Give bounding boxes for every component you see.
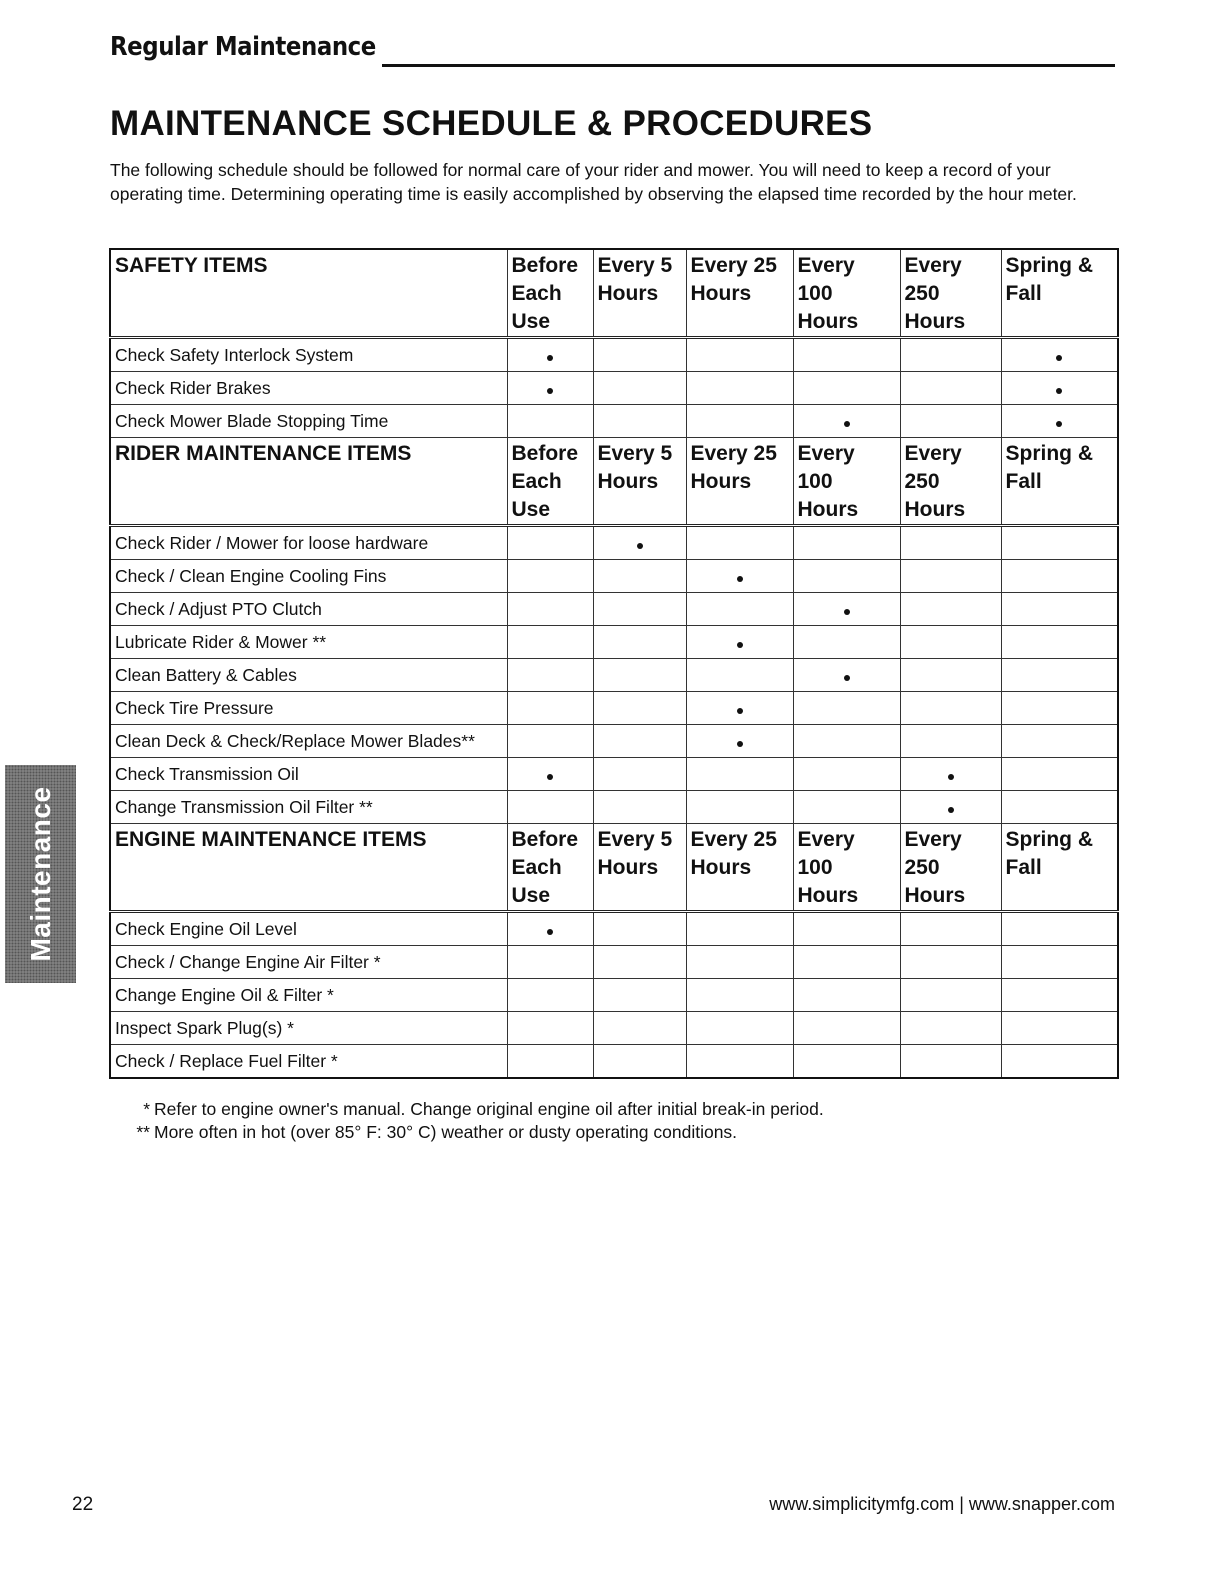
schedule-cell xyxy=(593,560,686,593)
row-label: Clean Deck & Check/Replace Mower Blades** xyxy=(110,725,507,758)
schedule-cell xyxy=(900,338,1001,372)
table-row xyxy=(110,791,1118,824)
footnote xyxy=(130,1121,824,1144)
schedule-cell xyxy=(507,725,593,758)
table-row xyxy=(110,405,1118,438)
schedule-cell xyxy=(593,1012,686,1045)
schedule-cell xyxy=(686,560,793,593)
schedule-cell xyxy=(507,560,593,593)
column-header: Every 25 Hours xyxy=(686,249,793,338)
table-row xyxy=(110,372,1118,405)
table-row xyxy=(110,560,1118,593)
schedule-cell xyxy=(1001,372,1118,405)
schedule-cell xyxy=(593,725,686,758)
row-label: Check / Change Engine Air Filter * xyxy=(110,946,507,979)
column-header: Every 100 Hours xyxy=(793,249,900,338)
schedule-cell xyxy=(1001,912,1118,946)
column-header: Every 100 Hours xyxy=(793,438,900,526)
table-row xyxy=(110,692,1118,725)
schedule-cell xyxy=(593,372,686,405)
table-row xyxy=(110,1012,1118,1045)
bullet-icon xyxy=(547,929,553,935)
schedule-cell xyxy=(686,946,793,979)
footnote-text: Refer to engine owner's manual. Change original engine oil after initial break-in period. xyxy=(154,1099,824,1119)
row-label: Check Rider Brakes xyxy=(110,372,507,405)
bullet-icon xyxy=(1056,355,1062,361)
row-label: Check Transmission Oil xyxy=(110,758,507,791)
row-label: Lubricate Rider & Mower ** xyxy=(110,626,507,659)
table-row xyxy=(110,593,1118,626)
schedule-cell xyxy=(593,593,686,626)
schedule-cell xyxy=(793,946,900,979)
schedule-cell xyxy=(793,626,900,659)
schedule-cell xyxy=(900,791,1001,824)
schedule-cell xyxy=(1001,692,1118,725)
schedule-cell xyxy=(1001,526,1118,560)
row-label: Check Mower Blade Stopping Time xyxy=(110,405,507,438)
schedule-cell xyxy=(900,979,1001,1012)
schedule-cell xyxy=(1001,338,1118,372)
schedule-cell xyxy=(793,791,900,824)
page-title: MAINTENANCE SCHEDULE & PROCEDURES xyxy=(110,104,873,143)
schedule-cell xyxy=(793,560,900,593)
schedule-cell xyxy=(686,912,793,946)
schedule-cell xyxy=(1001,791,1118,824)
bullet-icon xyxy=(737,741,743,747)
schedule-cell xyxy=(507,659,593,692)
schedule-cell xyxy=(1001,725,1118,758)
side-tab-label: Maintenance xyxy=(24,786,56,962)
row-label: Check Tire Pressure xyxy=(110,692,507,725)
bullet-icon xyxy=(1056,388,1062,394)
column-header: Every 250 Hours xyxy=(900,824,1001,912)
schedule-cell xyxy=(593,912,686,946)
footnote-mark: * xyxy=(143,1099,150,1119)
schedule-cell xyxy=(900,593,1001,626)
schedule-cell xyxy=(507,405,593,438)
table-row xyxy=(110,626,1118,659)
table-row xyxy=(110,526,1118,560)
section-title: SAFETY ITEMS xyxy=(110,249,507,338)
schedule-cell xyxy=(900,372,1001,405)
schedule-cell xyxy=(507,791,593,824)
schedule-cell xyxy=(686,626,793,659)
schedule-cell xyxy=(900,1045,1001,1079)
schedule-cell xyxy=(593,626,686,659)
schedule-cell xyxy=(593,338,686,372)
schedule-cell xyxy=(900,758,1001,791)
column-header: Every 100 Hours xyxy=(793,824,900,912)
schedule-cell xyxy=(593,791,686,824)
schedule-cell xyxy=(507,692,593,725)
schedule-cell xyxy=(686,692,793,725)
bullet-icon xyxy=(844,421,850,427)
row-label: Inspect Spark Plug(s) * xyxy=(110,1012,507,1045)
schedule-cell xyxy=(793,912,900,946)
schedule-cell xyxy=(793,758,900,791)
schedule-cell xyxy=(507,1045,593,1079)
page-number: 22 xyxy=(72,1494,94,1515)
schedule-cell xyxy=(793,725,900,758)
bullet-icon xyxy=(547,355,553,361)
schedule-cell xyxy=(900,405,1001,438)
section-header-title: Regular Maintenance xyxy=(110,32,376,62)
schedule-cell xyxy=(900,725,1001,758)
table-row xyxy=(110,758,1118,791)
schedule-cell xyxy=(593,946,686,979)
schedule-cell xyxy=(593,659,686,692)
footnote-text: More often in hot (over 85° F: 30° C) weather or dusty operating conditions. xyxy=(154,1122,738,1142)
section-header-row xyxy=(110,249,1118,338)
section-title: ENGINE MAINTENANCE ITEMS xyxy=(110,824,507,912)
schedule-cell xyxy=(900,1012,1001,1045)
row-label: Clean Battery & Cables xyxy=(110,659,507,692)
schedule-cell xyxy=(507,626,593,659)
schedule-cell xyxy=(1001,626,1118,659)
schedule-cell xyxy=(686,758,793,791)
schedule-cell xyxy=(686,593,793,626)
column-header: Every 250 Hours xyxy=(900,438,1001,526)
column-header: Every 25 Hours xyxy=(686,824,793,912)
schedule-cell xyxy=(793,526,900,560)
section-title: RIDER MAINTENANCE ITEMS xyxy=(110,438,507,526)
section-header-row xyxy=(110,438,1118,526)
table-row xyxy=(110,338,1118,372)
schedule-cell xyxy=(793,372,900,405)
schedule-cell xyxy=(686,338,793,372)
schedule-cell xyxy=(900,912,1001,946)
schedule-cell xyxy=(593,526,686,560)
column-header: Before Each Use xyxy=(507,824,593,912)
section-header xyxy=(110,32,1115,70)
table-row xyxy=(110,659,1118,692)
column-header: Spring & Fall xyxy=(1001,824,1118,912)
schedule-cell xyxy=(793,659,900,692)
row-label: Check / Adjust PTO Clutch xyxy=(110,593,507,626)
schedule-cell xyxy=(686,791,793,824)
row-label: Check Rider / Mower for loose hardware xyxy=(110,526,507,560)
column-header: Every 25 Hours xyxy=(686,438,793,526)
schedule-cell xyxy=(593,758,686,791)
column-header: Every 5 Hours xyxy=(593,438,686,526)
footnote xyxy=(130,1098,824,1121)
row-label: Check Engine Oil Level xyxy=(110,912,507,946)
column-header: Spring & Fall xyxy=(1001,438,1118,526)
schedule-cell xyxy=(686,405,793,438)
bullet-icon xyxy=(948,774,954,780)
footnotes xyxy=(130,1098,824,1144)
schedule-cell xyxy=(793,593,900,626)
footnote-mark: ** xyxy=(136,1122,150,1142)
maintenance-schedule-table xyxy=(109,248,1119,1079)
schedule-cell xyxy=(900,560,1001,593)
row-label: Check / Clean Engine Cooling Fins xyxy=(110,560,507,593)
schedule-cell xyxy=(686,725,793,758)
schedule-cell xyxy=(593,405,686,438)
schedule-cell xyxy=(686,659,793,692)
bullet-icon xyxy=(737,708,743,714)
schedule-cell xyxy=(900,692,1001,725)
schedule-cell xyxy=(507,912,593,946)
schedule-cell xyxy=(686,526,793,560)
column-header: Every 5 Hours xyxy=(593,824,686,912)
schedule-cell xyxy=(507,1012,593,1045)
column-header: Spring & Fall xyxy=(1001,249,1118,338)
schedule-cell xyxy=(1001,1045,1118,1079)
schedule-cell xyxy=(1001,758,1118,791)
schedule-cell xyxy=(686,372,793,405)
intro-paragraph: The following schedule should be followed for normal care of your rider and mower. You will need to keep a record of your operating time. Determining operating time is easily accomplished by observing the elapsed time recorded by the hour meter. xyxy=(110,160,1077,204)
column-header: Before Each Use xyxy=(507,249,593,338)
schedule-cell xyxy=(793,1045,900,1079)
schedule-cell xyxy=(1001,659,1118,692)
schedule-cell xyxy=(1001,593,1118,626)
row-label: Change Transmission Oil Filter ** xyxy=(110,791,507,824)
bullet-icon xyxy=(737,576,743,582)
row-label: Check / Replace Fuel Filter * xyxy=(110,1045,507,1079)
bullet-icon xyxy=(844,609,850,615)
schedule-cell xyxy=(1001,560,1118,593)
bullet-icon xyxy=(1056,421,1062,427)
table-row xyxy=(110,1045,1118,1079)
column-header: Every 5 Hours xyxy=(593,249,686,338)
schedule-cell xyxy=(593,979,686,1012)
bullet-icon xyxy=(737,642,743,648)
schedule-cell xyxy=(686,979,793,1012)
bullet-icon xyxy=(637,543,643,549)
column-header: Before Each Use xyxy=(507,438,593,526)
schedule-cell xyxy=(593,1045,686,1079)
schedule-cell xyxy=(507,526,593,560)
schedule-cell xyxy=(793,692,900,725)
footer-urls: www.simplicitymfg.com | www.snapper.com xyxy=(769,1494,1115,1514)
schedule-cell xyxy=(900,659,1001,692)
bullet-icon xyxy=(844,675,850,681)
row-label: Change Engine Oil & Filter * xyxy=(110,979,507,1012)
row-label: Check Safety Interlock System xyxy=(110,338,507,372)
schedule-cell xyxy=(793,1012,900,1045)
schedule-cell xyxy=(793,979,900,1012)
bullet-icon xyxy=(547,774,553,780)
schedule-cell xyxy=(793,405,900,438)
bullet-icon xyxy=(547,388,553,394)
schedule-cell xyxy=(900,626,1001,659)
bullet-icon xyxy=(948,807,954,813)
table-row xyxy=(110,725,1118,758)
schedule-cell xyxy=(900,946,1001,979)
schedule-cell xyxy=(1001,946,1118,979)
schedule-cell xyxy=(900,526,1001,560)
schedule-cell xyxy=(593,692,686,725)
table-row xyxy=(110,946,1118,979)
schedule-cell xyxy=(1001,1012,1118,1045)
schedule-cell xyxy=(686,1012,793,1045)
table-row xyxy=(110,912,1118,946)
schedule-cell xyxy=(507,758,593,791)
table-row xyxy=(110,979,1118,1012)
header-rule xyxy=(382,64,1115,67)
schedule-cell xyxy=(507,372,593,405)
schedule-cell xyxy=(793,338,900,372)
schedule-cell xyxy=(1001,979,1118,1012)
schedule-cell xyxy=(507,593,593,626)
schedule-cell xyxy=(507,979,593,1012)
maintenance-side-tab xyxy=(5,765,76,983)
schedule-cell xyxy=(507,338,593,372)
column-header: Every 250 Hours xyxy=(900,249,1001,338)
schedule-cell xyxy=(507,946,593,979)
section-header-row xyxy=(110,824,1118,912)
schedule-cell xyxy=(1001,405,1118,438)
schedule-cell xyxy=(686,1045,793,1079)
